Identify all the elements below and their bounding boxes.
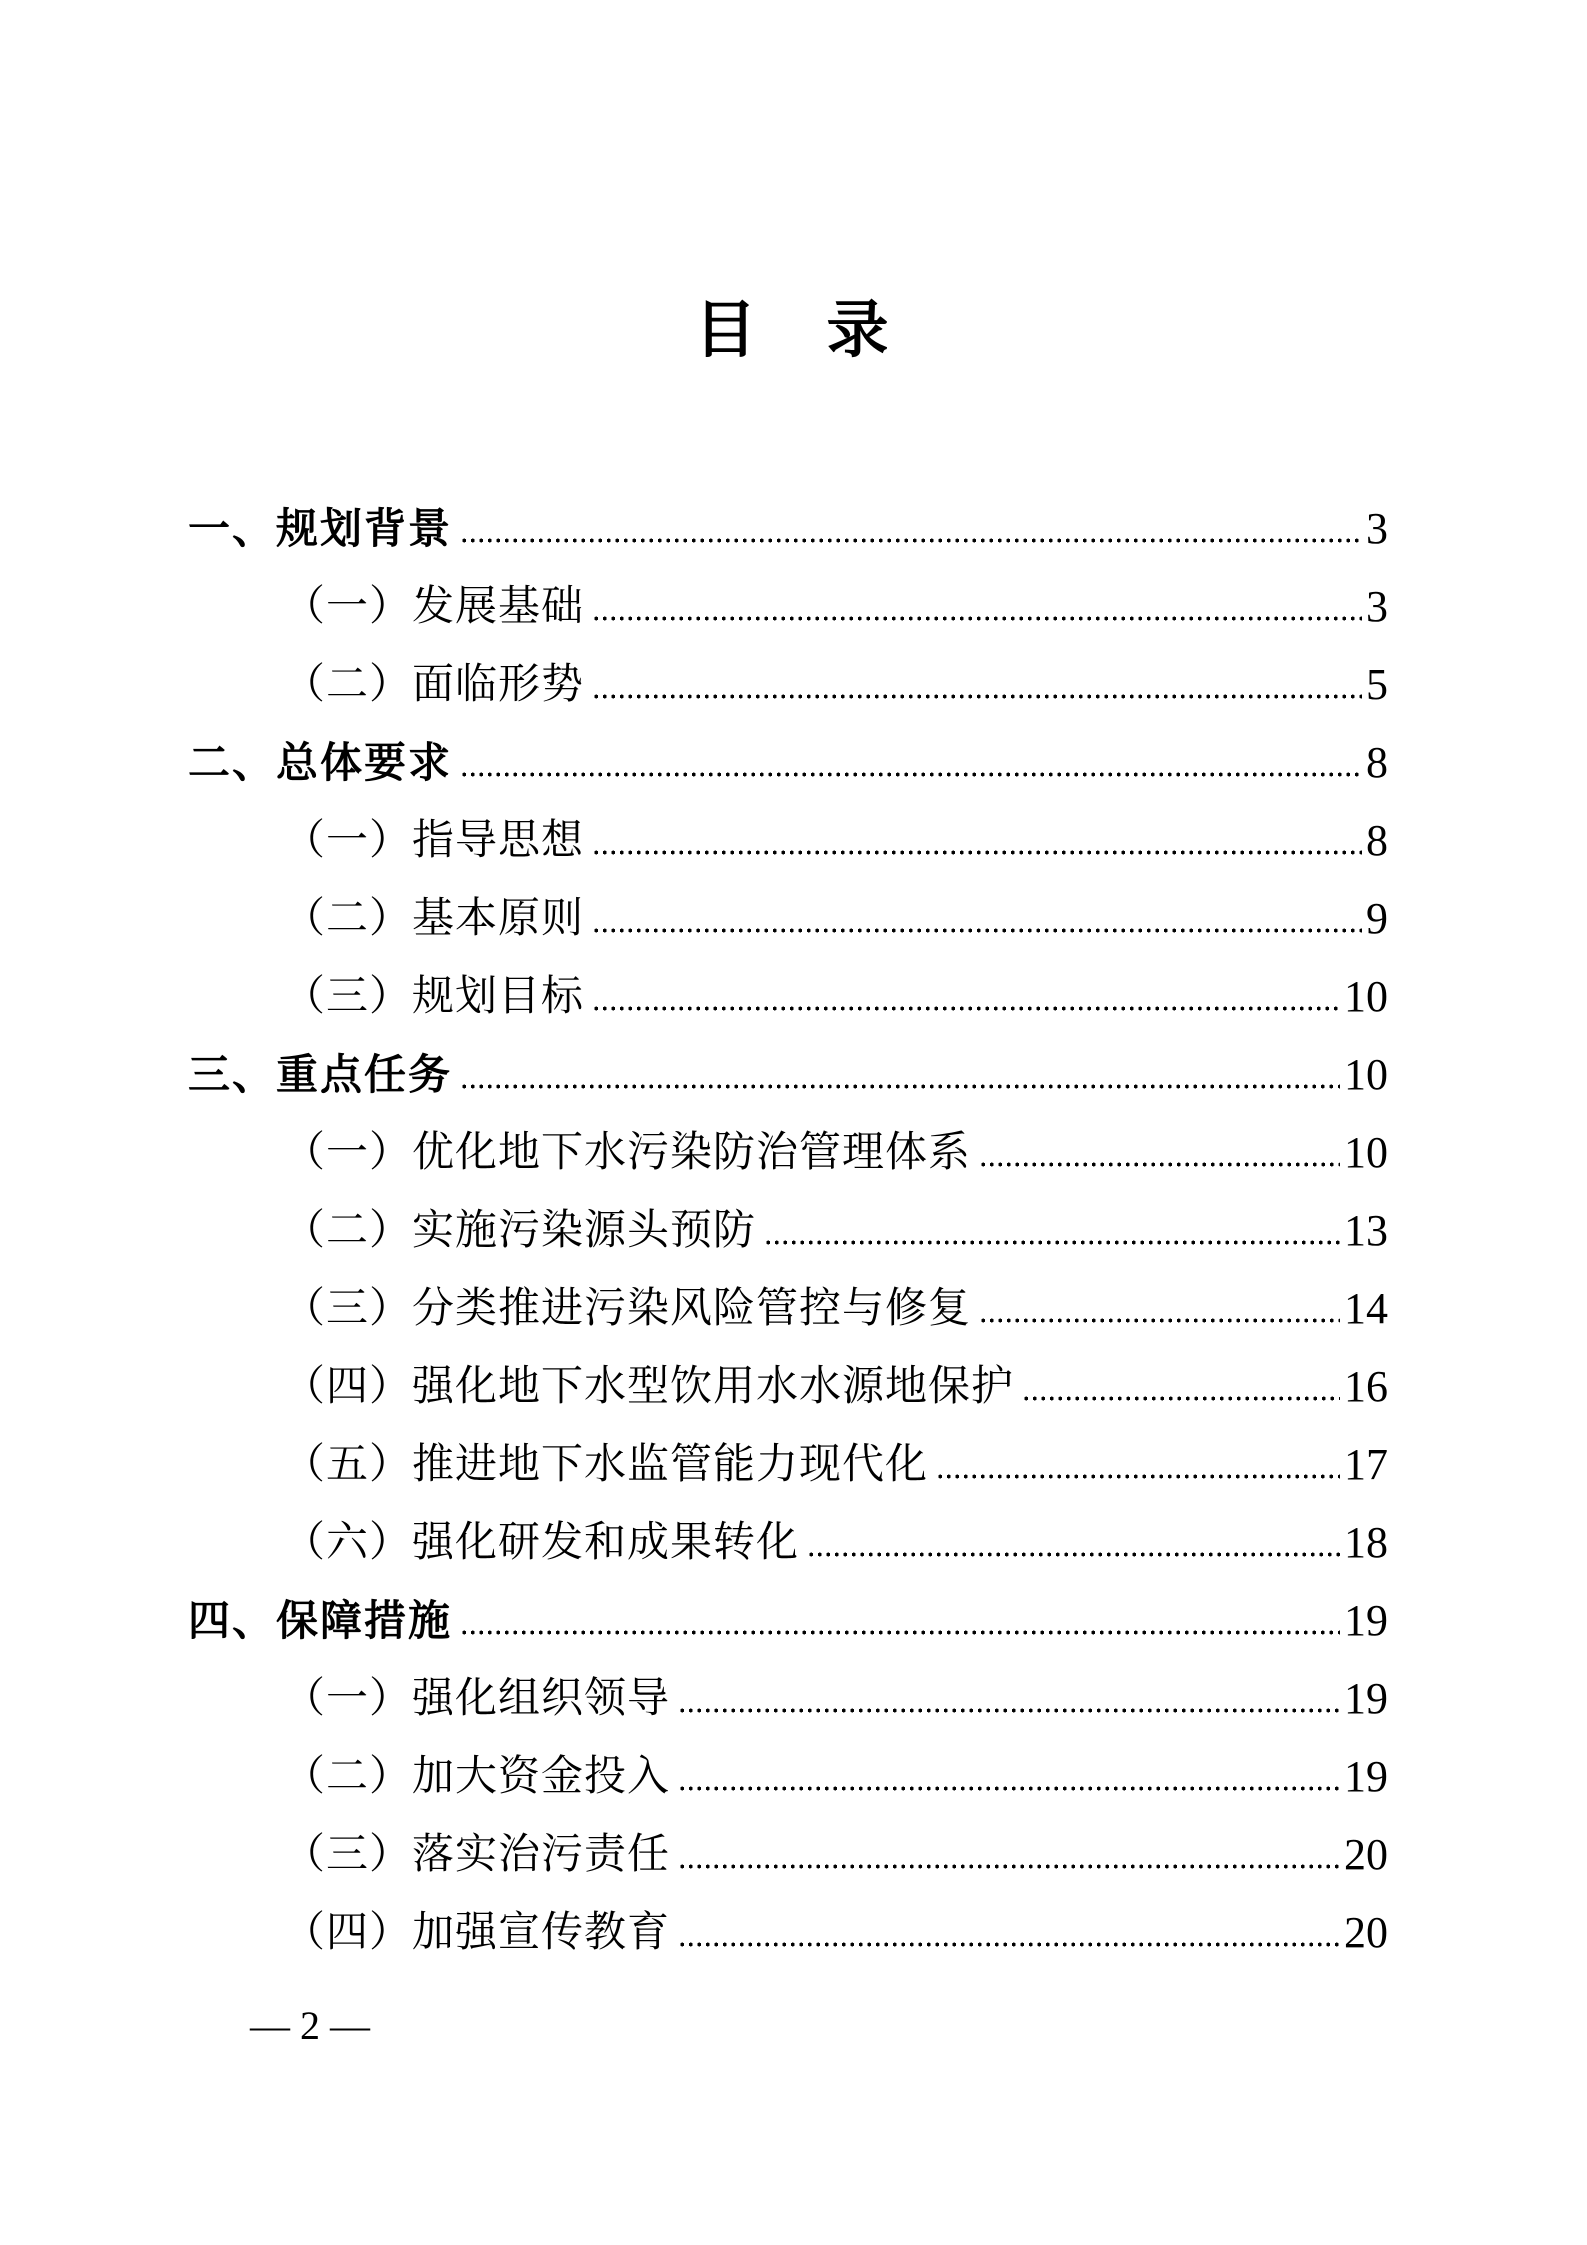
toc-dot-leader [805, 1504, 1340, 1582]
toc-dot-leader [934, 1426, 1340, 1504]
toc-entry-page-number: 17 [1344, 1440, 1388, 1489]
toc-entry[interactable] [188, 1504, 1388, 1582]
toc-entry-label: 一、规划背景 [188, 505, 453, 552]
toc-entry-label: （六）强化研发和成果转化 [283, 1520, 800, 1566]
page-number-footer: — 2 — [250, 2003, 370, 2048]
toc-dot-leader [458, 724, 1362, 802]
toc-entry[interactable] [188, 1036, 1388, 1114]
toc-entry[interactable] [188, 1270, 1388, 1348]
toc-entry[interactable] [188, 802, 1388, 880]
toc-entry-label: （二）面临形势 [283, 662, 585, 708]
toc-entry-label: （五）推进地下水监管能力现代化 [283, 1442, 929, 1488]
toc-dot-leader [458, 490, 1362, 568]
toc-entry[interactable] [188, 568, 1388, 646]
toc-entry[interactable] [188, 1816, 1388, 1894]
toc-entry-label: 二、总体要求 [188, 739, 453, 786]
toc-entry-page-number: 10 [1344, 1128, 1388, 1177]
toc-entry[interactable] [188, 724, 1388, 802]
toc-entry-page-number: 8 [1366, 816, 1388, 865]
toc-entry-page-number: 5 [1366, 660, 1388, 709]
toc-dot-leader [1020, 1348, 1340, 1426]
toc-entry-label: 三、重点任务 [188, 1051, 453, 1098]
toc-dot-leader [977, 1270, 1340, 1348]
toc-entry-page-number: 19 [1344, 1752, 1388, 1801]
toc-entry-page-number: 18 [1344, 1518, 1388, 1567]
toc-entry[interactable] [188, 1348, 1388, 1426]
toc-entry[interactable] [188, 1660, 1388, 1738]
toc-entry[interactable] [188, 958, 1388, 1036]
toc-entry-label: （一）优化地下水污染防治管理体系 [283, 1130, 972, 1176]
toc-dot-leader [977, 1114, 1340, 1192]
toc-entry-label: （四）强化地下水型饮用水水源地保护 [283, 1364, 1015, 1410]
toc-entry-page-number: 10 [1344, 1050, 1388, 1099]
toc-entry[interactable] [188, 1192, 1388, 1270]
toc-entry-label: （三）规划目标 [283, 974, 585, 1020]
toc-entry[interactable] [188, 1894, 1388, 1972]
toc-entry-label: （一）指导思想 [283, 818, 585, 864]
toc-entry-page-number: 19 [1344, 1596, 1388, 1645]
toc-dot-leader [590, 568, 1362, 646]
toc-dot-leader [590, 802, 1362, 880]
toc-entry[interactable] [188, 880, 1388, 958]
toc-entry[interactable] [188, 1582, 1388, 1660]
toc-dot-leader [676, 1894, 1340, 1972]
toc-entry-label: （三）分类推进污染风险管控与修复 [283, 1286, 972, 1332]
toc-dot-leader [676, 1660, 1340, 1738]
toc-entry-page-number: 14 [1344, 1284, 1388, 1333]
toc-entry-label: （二）基本原则 [283, 896, 585, 942]
toc-dot-leader [676, 1816, 1340, 1894]
toc-dot-leader [762, 1192, 1340, 1270]
toc-entry-label: （一）发展基础 [283, 584, 585, 630]
toc-entry[interactable] [188, 1114, 1388, 1192]
toc-entry[interactable] [188, 1738, 1388, 1816]
table-of-contents [188, 490, 1388, 1972]
toc-entry-label: （四）加强宣传教育 [283, 1910, 671, 1956]
page-title: 目 录 [694, 297, 893, 365]
toc-entry-page-number: 16 [1344, 1362, 1388, 1411]
toc-entry[interactable] [188, 1426, 1388, 1504]
toc-entry-page-number: 10 [1344, 972, 1388, 1021]
toc-entry-page-number: 3 [1366, 504, 1388, 553]
toc-entry-page-number: 19 [1344, 1674, 1388, 1723]
toc-entry-label: （二）实施污染源头预防 [283, 1208, 757, 1254]
toc-entry-label: （一）强化组织领导 [283, 1676, 671, 1722]
toc-dot-leader [590, 646, 1362, 724]
toc-entry-page-number: 8 [1366, 738, 1388, 787]
toc-entry-page-number: 3 [1366, 582, 1388, 631]
toc-entry-label: （二）加大资金投入 [283, 1754, 671, 1800]
toc-dot-leader [458, 1036, 1340, 1114]
toc-entry-page-number: 20 [1344, 1830, 1388, 1879]
toc-entry[interactable] [188, 646, 1388, 724]
toc-entry-label: （三）落实治污责任 [283, 1832, 671, 1878]
toc-dot-leader [590, 958, 1340, 1036]
toc-dot-leader [458, 1582, 1340, 1660]
toc-entry[interactable] [188, 490, 1388, 568]
toc-entry-page-number: 13 [1344, 1206, 1388, 1255]
toc-dot-leader [590, 880, 1362, 958]
toc-dot-leader [676, 1738, 1340, 1816]
toc-entry-page-number: 20 [1344, 1908, 1388, 1957]
toc-entry-page-number: 9 [1366, 894, 1388, 943]
toc-entry-label: 四、保障措施 [188, 1597, 453, 1644]
